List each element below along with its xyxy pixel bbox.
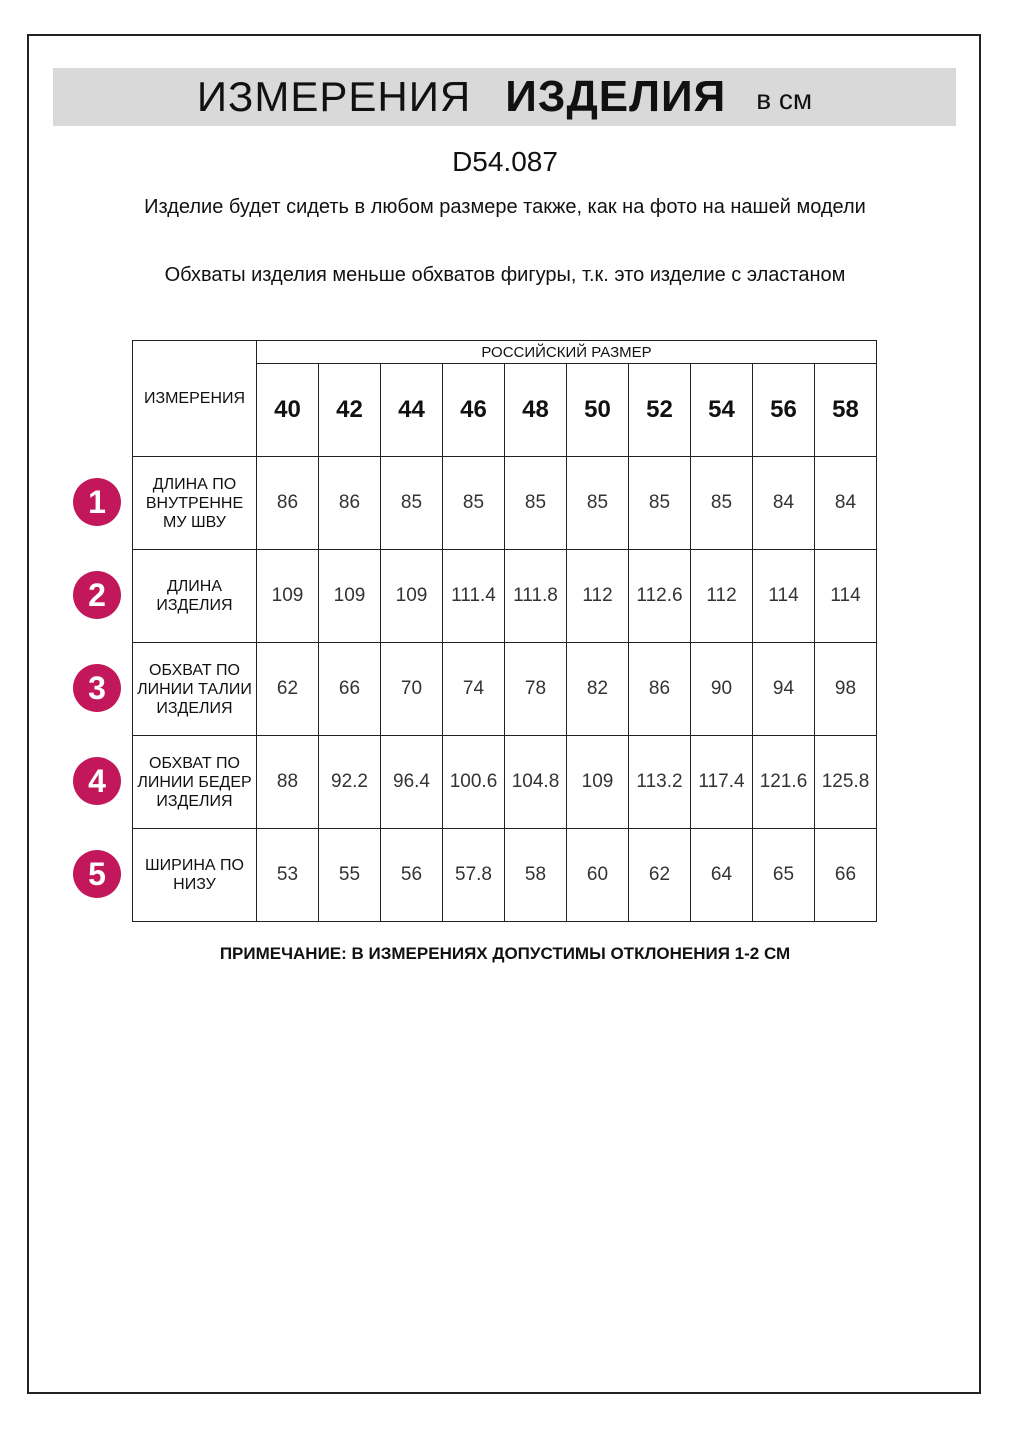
size-header: 58 [815,364,877,457]
fit-note: Изделие будет сидеть в любом размере также, как на фото на нашей модели [144,196,866,218]
title-banner [53,68,956,126]
size-table [132,340,877,922]
size-header: 40 [257,364,319,457]
measurement-cell: 92.2 [319,736,381,829]
row-label: ДЛИНА ИЗДЕЛИЯ [133,550,257,643]
measurement-cell: 86 [319,457,381,550]
measurement-cell: 58 [505,829,567,922]
measurement-cell: 84 [815,457,877,550]
size-header: 42 [319,364,381,457]
row-number-badge: 4 [73,757,121,805]
row-number-badge: 1 [73,478,121,526]
measurement-cell: 109 [567,736,629,829]
measurement-cell: 85 [629,457,691,550]
size-group-header: РОССИЙСКИЙ РАЗМЕР [257,341,877,364]
measurement-cell: 117.4 [691,736,753,829]
measurement-cell: 112 [567,550,629,643]
measurement-cell: 111.8 [505,550,567,643]
product-code: D54.087 [452,146,558,177]
elastane-note: Обхваты изделия меньше обхватов фигуры, т.к. это изделие с эластаном [164,264,846,286]
row-label: ШИРИНА ПО НИЗУ [133,829,257,922]
row-number-badge: 2 [73,571,121,619]
measurement-cell: 56 [381,829,443,922]
table-row [133,643,877,736]
measurement-cell: 70 [381,643,443,736]
measurement-cell: 94 [753,643,815,736]
measurement-cell: 104.8 [505,736,567,829]
row-number-badge: 5 [73,850,121,898]
measurement-cell: 111.4 [443,550,505,643]
measurement-cell: 88 [257,736,319,829]
row-label: ДЛИНА ПО ВНУТРЕННЕ МУ ШВУ [133,457,257,550]
measurement-cell: 64 [691,829,753,922]
measurement-cell: 112 [691,550,753,643]
measurement-cell: 62 [257,643,319,736]
measurement-cell: 121.6 [753,736,815,829]
measurement-cell: 109 [319,550,381,643]
measurement-cell: 74 [443,643,505,736]
size-header: 56 [753,364,815,457]
title-unit: в см [756,84,813,115]
measurement-cell: 112.6 [629,550,691,643]
measurement-cell: 60 [567,829,629,922]
size-header: 48 [505,364,567,457]
measurement-cell: 109 [381,550,443,643]
measurement-cell: 84 [753,457,815,550]
measurement-cell: 78 [505,643,567,736]
measurement-cell: 86 [257,457,319,550]
measurement-cell: 85 [381,457,443,550]
measurement-cell: 98 [815,643,877,736]
row-label: ОБХВАТ ПО ЛИНИИ БЕДЕР ИЗДЕЛИЯ [133,736,257,829]
measurement-cell: 57.8 [443,829,505,922]
title-regular: ИЗМЕРЕНИЯ [196,73,472,120]
measurement-cell: 66 [815,829,877,922]
size-header: 44 [381,364,443,457]
measurement-cell: 85 [443,457,505,550]
title-bold: ИЗДЕЛИЯ [505,72,727,121]
measurement-cell: 90 [691,643,753,736]
footnote: ПРИМЕЧАНИЕ: В ИЗМЕРЕНИЯХ ДОПУСТИМЫ ОТКЛОНЕНИЯ 1-2 СМ [219,944,791,963]
measurement-cell: 55 [319,829,381,922]
table-row [133,829,877,922]
measure-header: ИЗМЕРЕНИЯ [133,341,257,457]
table-header-row [133,341,877,364]
measurement-cell: 85 [505,457,567,550]
measurement-cell: 66 [319,643,381,736]
measurement-cell: 53 [257,829,319,922]
measurement-cell: 86 [629,643,691,736]
row-number-badge: 3 [73,664,121,712]
measurement-cell: 125.8 [815,736,877,829]
measurement-cell: 62 [629,829,691,922]
measurement-cell: 100.6 [443,736,505,829]
measurement-cell: 114 [753,550,815,643]
measurement-cell: 85 [691,457,753,550]
size-header: 50 [567,364,629,457]
table-row [133,736,877,829]
measurement-cell: 109 [257,550,319,643]
measurement-cell: 113.2 [629,736,691,829]
table-row [133,457,877,550]
row-label: ОБХВАТ ПО ЛИНИИ ТАЛИИ ИЗДЕЛИЯ [133,643,257,736]
size-header: 54 [691,364,753,457]
measurement-cell: 82 [567,643,629,736]
measurement-cell: 85 [567,457,629,550]
measurement-cell: 65 [753,829,815,922]
table-row [133,550,877,643]
size-header: 52 [629,364,691,457]
size-header: 46 [443,364,505,457]
measurement-cell: 114 [815,550,877,643]
measurement-cell: 96.4 [381,736,443,829]
